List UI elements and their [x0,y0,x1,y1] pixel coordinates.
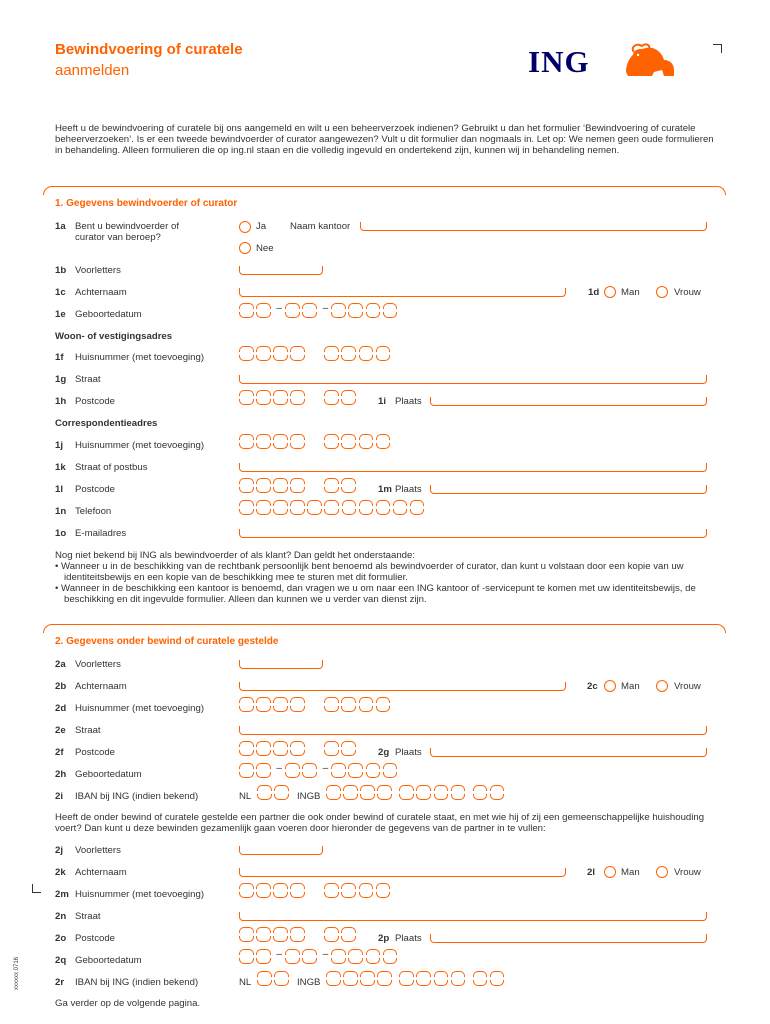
voorletters-field[interactable] [239,266,323,275]
code-2a: 2a [55,659,66,670]
corr-huisnummer-field[interactable] [239,434,439,449]
continue-note: Ga verder op de volgende pagina. [55,998,201,1009]
s2-achternaam-field[interactable] [239,682,566,691]
lion-icon [620,42,678,80]
code-1b: 1b [55,265,67,276]
label-1g: Straat [75,374,101,385]
partner-label-vrouw: Vrouw [674,867,701,878]
code-1g: 1g [55,374,67,385]
code-1h: 1h [55,396,67,407]
partner-postcode-field[interactable] [239,927,369,942]
s2-postcode-field[interactable] [239,741,369,756]
label-1c: Achternaam [75,287,127,298]
code-2o: 2o [55,933,67,944]
note-bullet-1: • Wanneer u in de beschikking van de rechtbank persoonlijk bent benoemd als bewindvoerder of curator, dan kunt u volstaan door een kopie van uw identiteitsbewijs en een kopie van de beschikking mee te sturen met dit formulier. [55,561,684,583]
logo-text: ING [528,44,590,79]
label-2p: Plaats [395,933,422,944]
heading-woonadres: Woon- of vestigingsadres [55,331,173,342]
label-2h: Geboortedatum [75,769,142,780]
code-1j: 1j [55,440,64,451]
label-2i: IBAN bij ING (indien bekend) [75,791,199,802]
partner-note: Heeft de onder bewind of curatele gestelde een partner die ook onder bewind of curatele staat, en met wie hij of zij een gemeenschappelijke huishouding voert? Dan kunt u deze bewinden gezamenlijk gaan voeren door hieronder de gegevens van de partner in te vullen: [55,812,705,834]
partner-label-man: Man [621,867,640,878]
telefoon-field[interactable] [239,500,449,515]
radio-vrouw[interactable] [656,286,668,298]
label-1i: Plaats [395,396,422,407]
crop-mark-top-right [713,44,722,53]
label-1n: Telefoon [75,506,112,517]
partner-iban-number-field[interactable] [326,971,526,986]
partner-achternaam-field[interactable] [239,868,566,877]
label-nee: Nee [256,243,274,254]
form-code: xxxxxx 0716 [14,956,20,990]
partner-straat-field[interactable] [239,912,707,921]
ing-logo [528,42,678,82]
label-1m: Plaats [395,484,422,495]
code-2h: 2h [55,769,67,780]
code-2g: 2g [378,747,390,758]
iban-check-field[interactable] [257,785,297,800]
code-1m: 1m [378,484,392,495]
section-1-rule [43,186,726,195]
code-1l: 1l [55,484,64,495]
achternaam-field[interactable] [239,288,566,297]
code-2e: 2e [55,725,66,736]
label-vrouw: Vrouw [674,287,701,298]
label-1k: Straat of postbus [75,462,148,473]
code-1n: 1n [55,506,67,517]
crop-mark-bottom-left [32,884,41,893]
section-1-title: 1. Gegevens bewindvoerder of curator [55,198,238,209]
radio-ja[interactable] [239,221,251,233]
code-2m: 2m [55,889,69,900]
section-2-rule [43,624,726,633]
s2-birthdate-field[interactable]: – – [239,763,439,778]
birthdate-field[interactable]: – – [239,303,439,318]
code-2q: 2q [55,955,67,966]
code-1e: 1e [55,309,66,320]
heading-correspondentieadres: Correspondentieadres [55,418,158,429]
label-2e: Straat [75,725,101,736]
code-1o: 1o [55,528,67,539]
code-1d: 1d [588,287,600,298]
label-1o: E-mailadres [75,528,127,539]
partner-voorletters-field[interactable] [239,846,323,855]
naam-kantoor-field[interactable] [360,222,707,231]
s2-huisnummer-field[interactable] [239,697,439,712]
label-1a: Bent u bewindvoerder of curator van beroep? [75,221,179,243]
corr-straat-field[interactable] [239,463,707,472]
s2-radio-man[interactable] [604,680,616,692]
s2-plaats-field[interactable] [430,748,707,757]
code-2n: 2n [55,911,67,922]
code-2b: 2b [55,681,67,692]
partner-iban-check-field[interactable] [257,971,297,986]
code-2f: 2f [55,747,64,758]
postcode-field[interactable] [239,390,369,405]
code-2d: 2d [55,703,67,714]
partner-huisnummer-field[interactable] [239,883,439,898]
s2-label-vrouw: Vrouw [674,681,701,692]
label-1l: Postcode [75,484,116,495]
code-2i: 2i [55,791,64,802]
intro-text: Heeft u de bewindvoering of curatele bij ons aangemeld en wilt u een beheerverzoek indienen? Gebruikt u dan het formulier ‘Bewindvoering of curatele beheerverzoeken’. Is er een tweede bewindvoerder of curator aangewezen? Vult u dit formulier dan nogmaals in. Let op: We nemen geen oude formulieren in behandeling. Alleen formulieren die op ing.nl staan en die volledig ingevuld en ondertekend zijn, kunnen wij in behandeling nemen. [55,123,714,156]
straat-field[interactable] [239,375,707,384]
corr-plaats-field[interactable] [430,485,707,494]
code-2r: 2r [55,977,65,988]
label-2b: Achternaam [75,681,127,692]
iban-ingb-prefix: INGB [297,791,321,802]
label-1h: Postcode [75,396,116,407]
label-2n: Straat [75,911,101,922]
label-1j: Huisnummer (met toevoeging) [75,440,205,451]
note-bullet-2: • Wanneer in de beschikking een kantoor is benoemd, dan vragen we u om naar een ING kantoor of -servicepunt te komen met uw identiteitsbewijs, de beschikking en dit ingevulde formulier. Alleen dan kunnen we u verder van dienst zijn. [55,583,696,605]
partner-iban-ingb-prefix: INGB [297,977,321,988]
page-subtitle: aanmelden [55,62,130,79]
s2-voorletters-field[interactable] [239,660,323,669]
code-1a: 1a [55,221,66,232]
corr-postcode-field[interactable] [239,478,369,493]
partner-radio-vrouw[interactable] [656,866,668,878]
iban-nl-prefix: NL [239,791,252,802]
partner-birthdate-field[interactable]: – – [239,949,439,964]
label-1f: Huisnummer (met toevoeging) [75,352,205,363]
label-naam-kantoor: Naam kantoor [290,221,351,232]
plaats-field[interactable] [430,397,707,406]
label-1b: Voorletters [75,265,121,276]
label-2o: Postcode [75,933,116,944]
note-intro: Nog niet bekend bij ING als bewindvoerder of als klant? Dan geldt het onderstaande: [55,550,415,561]
code-1f: 1f [55,352,64,363]
code-2j: 2j [55,845,64,856]
label-man: Man [621,287,640,298]
huisnummer-field[interactable] [239,346,439,361]
section-1-note [55,550,715,605]
radio-man[interactable] [604,286,616,298]
page-title: Bewindvoering of curatele [55,41,243,58]
label-1e: Geboortedatum [75,309,142,320]
label-2m: Huisnummer (met toevoeging) [75,889,205,900]
radio-nee[interactable] [239,242,251,254]
email-field[interactable] [239,529,707,538]
label-2d: Huisnummer (met toevoeging) [75,703,205,714]
iban-number-field[interactable] [326,785,526,800]
code-2p: 2p [378,933,390,944]
label-2k: Achternaam [75,867,127,878]
section-2-title: 2. Gegevens onder bewind of curatele gestelde [55,636,279,647]
code-2k: 2k [55,867,66,878]
label-2q: Geboortedatum [75,955,142,966]
s2-radio-vrouw[interactable] [656,680,668,692]
partner-iban-nl-prefix: NL [239,977,252,988]
label-ja: Ja [256,221,267,232]
label-2a: Voorletters [75,659,121,670]
code-2c: 2c [587,681,598,692]
label-2f: Postcode [75,747,116,758]
code-1c: 1c [55,287,66,298]
s2-label-man: Man [621,681,640,692]
s2-straat-field[interactable] [239,726,707,735]
code-1k: 1k [55,462,66,473]
label-2g: Plaats [395,747,422,758]
code-1i: 1i [378,396,387,407]
partner-radio-man[interactable] [604,866,616,878]
label-2r: IBAN bij ING (indien bekend) [75,977,199,988]
partner-plaats-field[interactable] [430,934,707,943]
code-2l: 2l [587,867,596,878]
label-2j: Voorletters [75,845,121,856]
